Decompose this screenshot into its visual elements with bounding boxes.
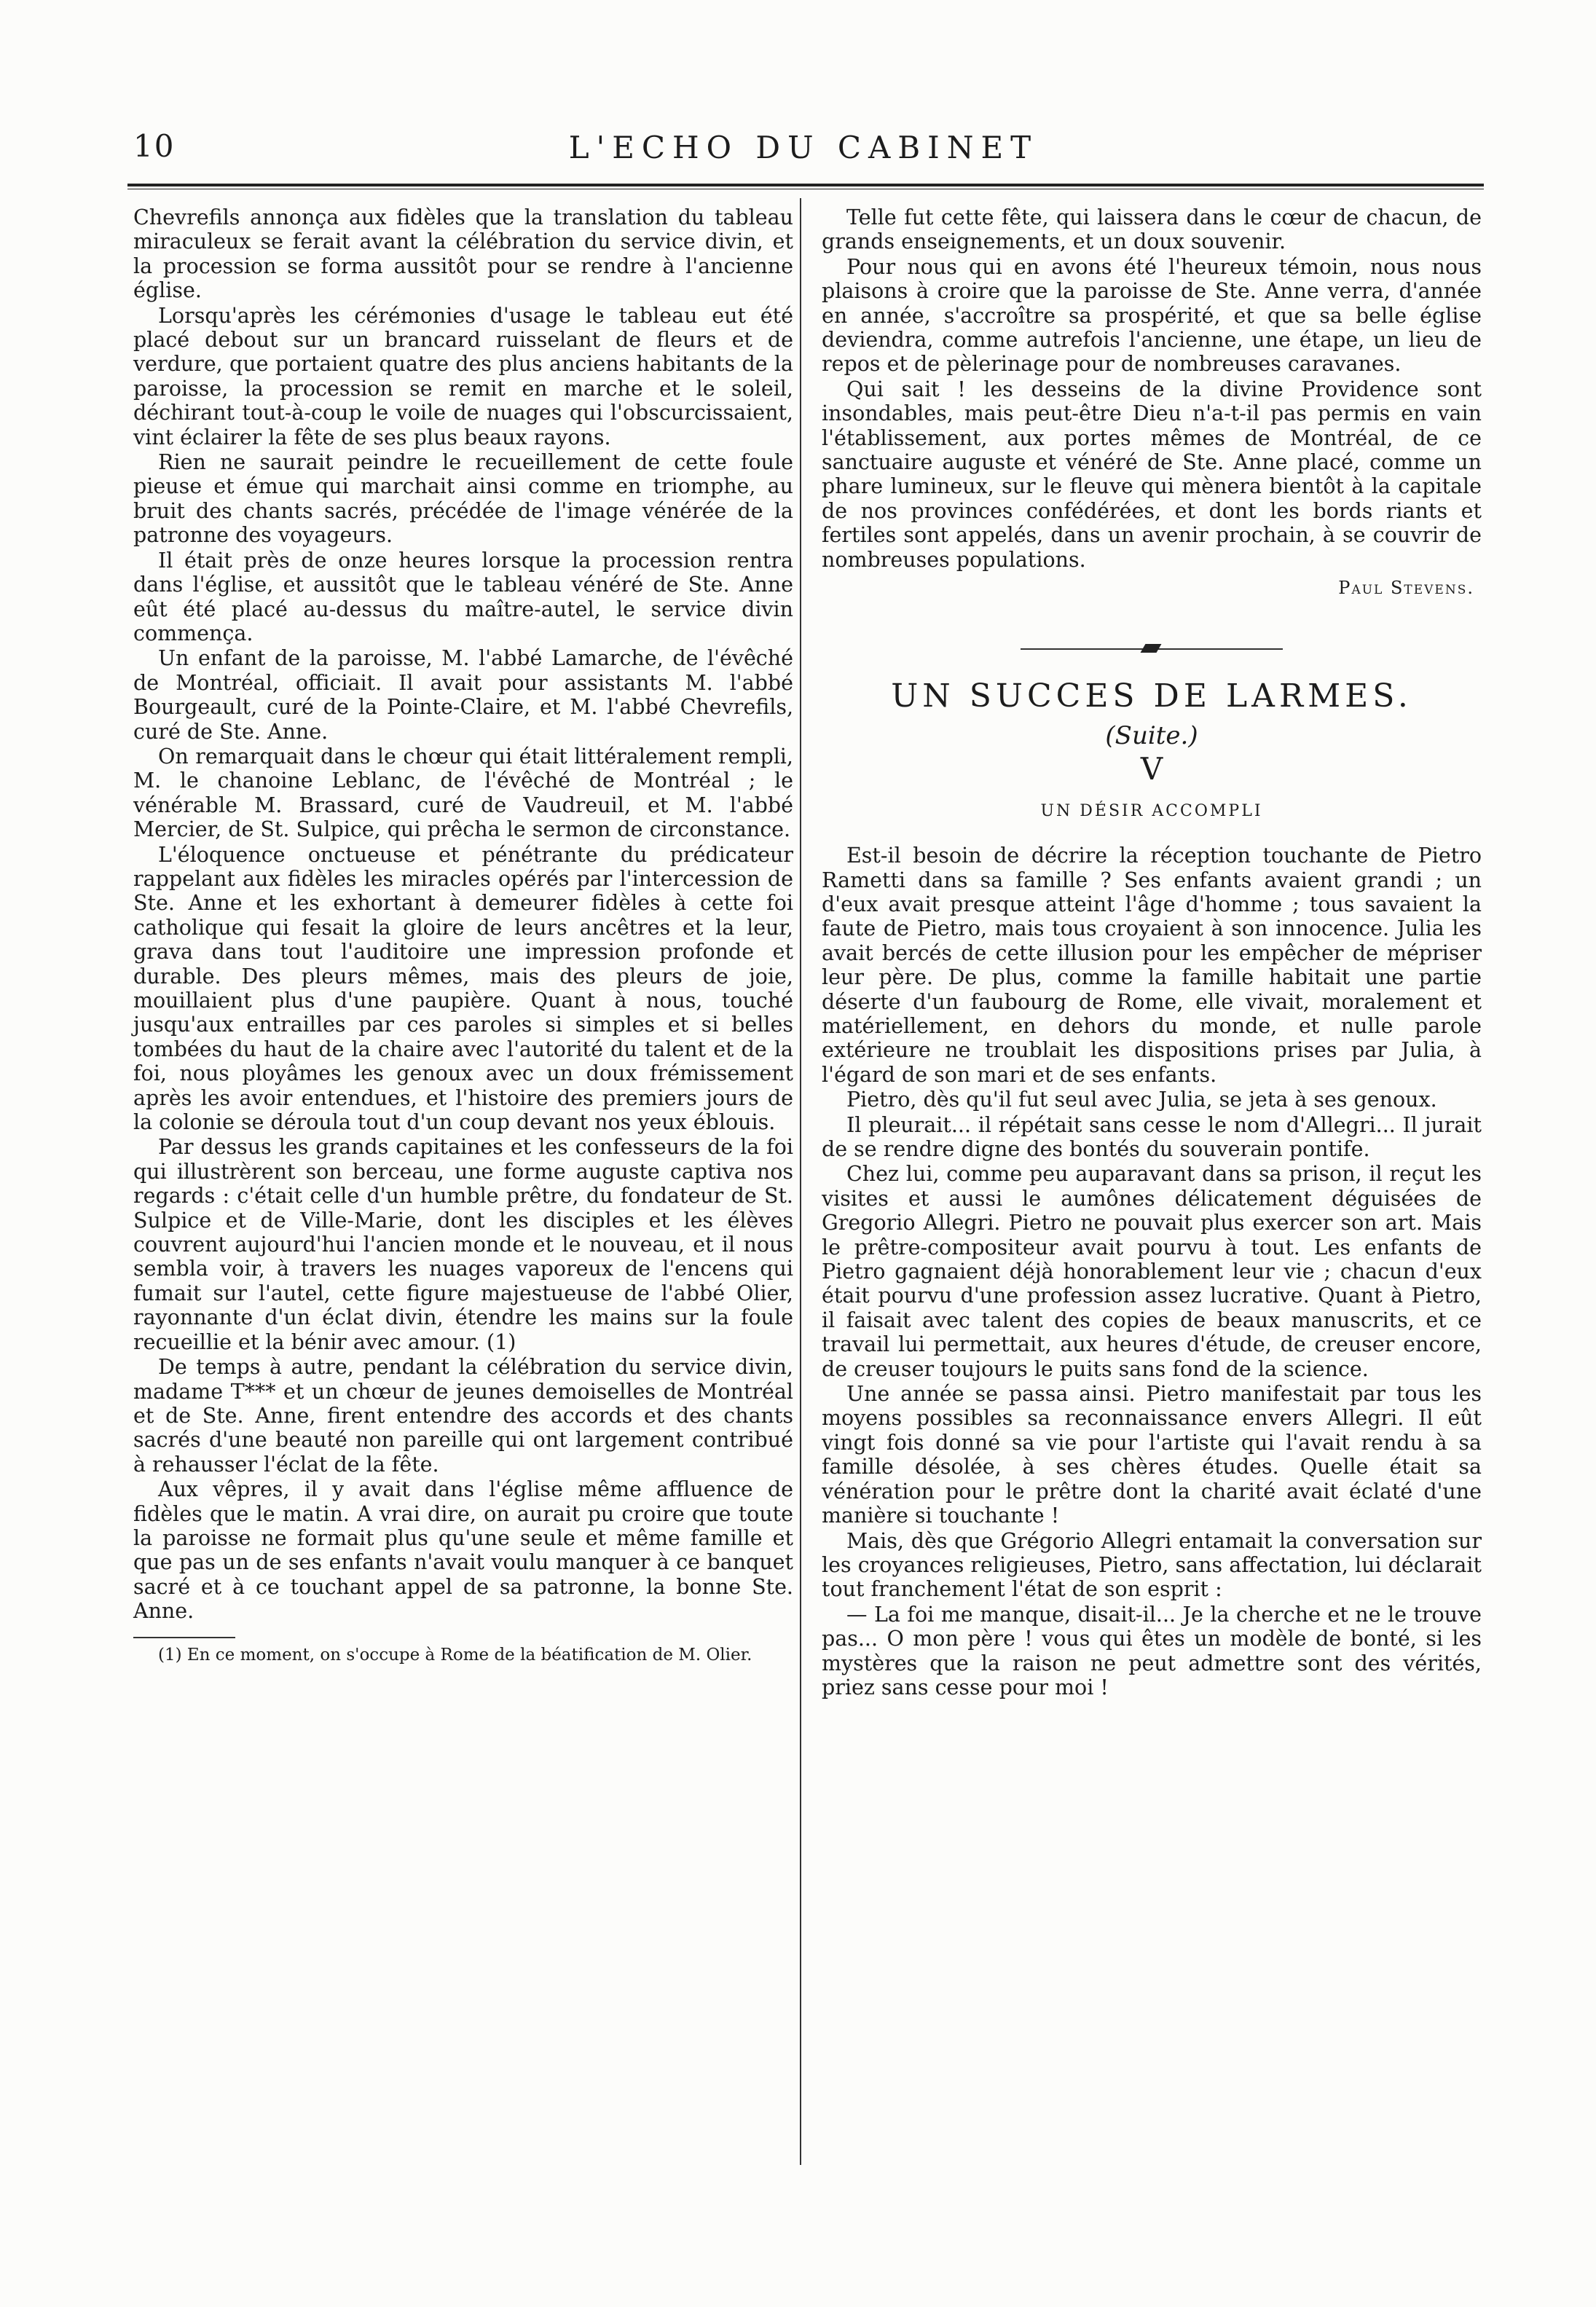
running-title: L'ECHO DU CABINET — [568, 130, 1039, 165]
article-paragraph: Chevrefils annonça aux fidèles que la translation du tableau miraculeux se ferait avant la célébration du service divin, et la procession se forma aussitôt pour se rendre à l'ancienne église. — [133, 205, 793, 303]
footnote — [133, 1644, 793, 1666]
divider-ornament-icon — [1141, 644, 1162, 653]
serial-subtitle: (Suite.) — [1105, 720, 1198, 750]
footnote-rule — [133, 1637, 235, 1638]
article-paragraph: Qui sait ! les desseins de la divine Providence sont insondables, mais peut-être Dieu n'a-t-il pas permis en vain l'établissement, aux portes mêmes de Montréal, de ce sanctuaire auguste et vénéré de Ste. Anne placé, comme un phare lumineux, sur le fleuve qui mènera bientôt à la capitale de nos provinces confédérées, et dont les bords riants et fertiles sont appelés, dans un avenir prochain, à se couvrir de nombreuses populations. — [822, 377, 1482, 572]
story-paragraph: Chez lui, comme peu auparavant dans sa prison, il reçut les visites et aussi le aumônes délicatement déguisées de Gregorio Allegri. Pietro ne pouvait plus exercer son art. Mais le prêtre-compositeur avait pourvu à tout. Les enfants de Pietro gagnaient déjà honorablement leur vie ; chacun d'eux était pourvu d'une profession assez lucrative. Quant à Pietro, il faisait avec talent des copies de beaux manuscrits, et ce travail lui permettait, aux heures d'étude, de creuser encore, de creuser toujours le puits sans fond de la science. — [822, 1162, 1482, 1381]
article-paragraph: Aux vêpres, il y avait dans l'église même affluence de fidèles que le matin. A vrai dire, on aurait pu croire que toute la paroisse ne formait plus qu'une seule et même famille et que pas un de ses enfants n'avait voulu manquer à ce banquet sacré et à ce touchant appel de sa patronne, la bonne Ste. Anne. — [133, 1477, 793, 1624]
header-rule — [127, 184, 1484, 189]
author-signature: Paul Stevens. — [1338, 578, 1474, 599]
article-paragraph: L'éloquence onctueuse et pénétrante du prédicateur rappelant aux fidèles les miracles opérés par l'intercession de Ste. Anne et les exhortant à demeurer fidèles à cette foi catholique qui fesait la gloire de leurs ancêtres et la leur, grava dans tout l'auditoire une impression profonde et durable. Des pleurs mêmes, mais des pleurs de joie, mouillaient plus d'une paupière. Quant à nous, touché jusqu'aux entrailles par ces paroles si simples et si belles tombées du haut de la chaire avec l'autorité du talent et de la foi, nous ployâmes les genoux avec un doux frémissement après les avoir entendues, et l'histoire des premiers jours de la colonie se déroula tout d'un coup devant nos yeux éblouis. — [133, 842, 793, 1135]
article-paragraph: Pour nous qui en avons été l'heureux témoin, nous nous plaisons à croire que la paroisse de Ste. Anne verra, d'année en année, s'accroître sa prospérité, et que sa belle église deviendra, comme autrefois l'ancienne, une étape, un lieu de repos et de pèlerinage pour de nombreuses caravanes. — [822, 254, 1482, 377]
article-paragraph: Lorsqu'après les cérémonies d'usage le tableau eut été placé debout sur un brancard ruisselant de fleurs et de verdure, que portaient quatre des plus anciens habitants de la paroisse, la procession se remit en marche et le soleil, déchirant tout-à-coup le voile de nuages qui l'obscurcissaient, vint éclairer la fête de ses plus beaux rayons. — [133, 303, 793, 449]
article-paragraph: Par dessus les grands capitaines et les confesseurs de la foi qui illustrèrent son berceau, une forme auguste captiva nos regards : c'était celle d'un humble prêtre, du fondateur de St. Sulpice et de Ville-Marie, dont les disciples et les élèves couvrent aujourd'hui l'ancien monde et le nouveau, et il nous sembla voir, à travers les nuages vaporeux de l'encens qui fumait sur l'autel, cette figure majestueuse de l'abbé Olier, rayonnante d'un éclat divin, étendre les mains sur la foule recueillie et la bénir avec amour. (1) — [133, 1135, 793, 1354]
article-paragraph: Un enfant de la paroisse, M. l'abbé Lamarche, de l'évêché de Montréal, officiait. Il avait pour assistants M. l'abbé Bourgeault, curé de la Pointe-Claire, et M. l'abbé Chevrefils, curé de Ste. Anne. — [133, 646, 793, 744]
story-paragraph: Il pleurait... il répétait sans cesse le nom d'Allegri... Il jurait de se rendre digne des bontés du souverain pontife. — [822, 1112, 1482, 1161]
article-paragraph: Il était près de onze heures lorsque la procession rentra dans l'église, et aussitôt que le tableau vénéré de Ste. Anne eût été placé au-dessus du maître-autel, le service divin commença. — [133, 548, 793, 645]
story-paragraph: — La foi me manque, disait-il... Je la cherche et ne le trouve pas... O mon père ! vous qui êtes un modèle de bonté, si les mystères que la raison ne peut admettre sont des vérités, priez sans cesse pour moi ! — [822, 1602, 1482, 1699]
left-column — [133, 205, 793, 1666]
footnote-text: (1) En ce moment, on s'occupe à Rome de la béatification de M. Olier. — [158, 1645, 752, 1665]
ornamental-divider — [1021, 643, 1283, 655]
article-paragraph: Telle fut cette fête, qui laissera dans le cœur de chacun, de grands enseignements, et un doux souvenir. — [822, 205, 1482, 254]
article-paragraph: On remarquait dans le chœur qui était littéralement rempli, M. le chanoine Leblanc, de l'évêché de Montréal ; le vénérable M. Brassard, curé de Vaudreuil, et M. l'abbé Mercier, de St. Sulpice, qui prêcha le sermon de circonstance. — [133, 744, 793, 842]
column-divider — [800, 198, 801, 2165]
story-paragraph: Une année se passa ainsi. Pietro manifestait par tous les moyens possibles sa reconnaissance envers Allegri. Il eût vingt fois donné sa vie pour l'artiste qui l'avait rendu à sa famille désolée, à ses chères études. Quelle était sa vénération pour le prêtre dont la charité avait éclaté d'une manière si touchante ! — [822, 1382, 1482, 1528]
page-header — [127, 125, 1479, 176]
serial-title: UN SUCCES DE LARMES. — [891, 677, 1412, 715]
story-paragraph: Est-il besoin de décrire la réception touchante de Pietro Rametti dans sa famille ? Ses enfants avaient grandi ; un d'eux avait presque atteint l'âge d'homme ; tous savaient la faute de Pietro, mais tous croyaient à son innocence. Julia les avait bercés de cette illusion pour les empêcher de mépriser leur père. De plus, comme la famille habitait une partie déserte d'un faubourg de Rome, elle vivait, moralement et matériellement, en dehors du monde, et nulle parole extérieure ne troublait les dispositions prises par Julia, à l'égard de son mari et de ses enfants. — [822, 844, 1482, 1087]
story-paragraph: Mais, dès que Grégorio Allegri entamait la conversation sur les croyances religieuses, Pietro, sans affectation, lui déclarait tout franchement l'état de son esprit : — [822, 1528, 1482, 1602]
article-paragraph: Rien ne saurait peindre le recueillement de cette foule pieuse et émue qui marchait ainsi comme en triomphe, au bruit des chants sacrés, précédée de l'image vénérée de la patronne des voyageurs. — [133, 450, 793, 548]
story-paragraph: Pietro, dès qu'il fut seul avec Julia, se jeta à ses genoux. — [846, 1088, 1437, 1112]
chapter-number: V — [1140, 751, 1163, 787]
article-paragraph: De temps à autre, pendant la célébration du service divin, madame T*** et un chœur de jeunes demoiselles de Montréal et de Ste. Anne, firent entendre des accords et des chants sacrés d'une beauté non pareille qui ont largement contribué à rehausser l'éclat de la fête. — [133, 1355, 793, 1477]
right-column — [822, 205, 1482, 1699]
page-number: 10 — [133, 128, 176, 164]
chapter-title: UN DÉSIR ACCOMPLI — [1040, 801, 1263, 820]
